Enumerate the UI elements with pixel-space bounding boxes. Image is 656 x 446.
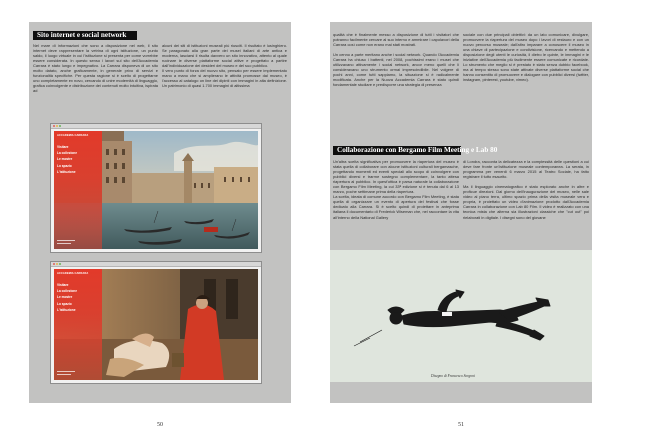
- close-dot-icon: [53, 263, 55, 265]
- browser-toolbar: [51, 262, 261, 267]
- website-screenshot-venice: [50, 123, 262, 253]
- maximize-dot-icon: [59, 125, 61, 127]
- right-mid-column-1: Un'altra scelta significativa per promuovere la riapertura del museo è stata quella di collaborare con alcune istituzioni culturali bergamasche, progettando momenti ed eventi speciali allo scopo di coinvolgere con pubblici diversi e trarrne sostegno complementare, la tanto attesa riapertura al pubblico. In quest'ottica è parsa naturale la collaborazione con Bergamo Film Meeting, la cui 33ª edizione si è tenuta dal 6 al 13 marzo, poche settimane prima della riapertura. La scelta, ideata di comune accordo con Bergamo Film Meeting, è stata quella di organizzare un evento di apertura del festival che fosse dedicato alla Carrara. Si è scelto quindi di proiettare in anteprima italiana il documentario di Frederick Wiseman che, nel raccontare la vita all'interno della National Gallery: [333, 159, 459, 220]
- site-menu-overlay: [54, 269, 102, 380]
- section-title-collaboration: Collaborazione con Bergamo Film Meeting e Lab 80: [333, 146, 461, 155]
- section-title-website: Sito internet e social network: [33, 31, 137, 40]
- minimize-dot-icon: [56, 125, 58, 127]
- left-column-1: Nel mare di informazioni che sono a disposizione nel web, il sito internet deve rappresentare la vetrina di ogni istituzione, un punto saldo, il luogo virtuale in cui l'istituzione si presenta per come vorrebbe essere considerata. In questo senso i lavori sul sito dell'Accademia Carrara è stato lungo e impegnativo. La Carrara disponeva di un sito molto datato, anche graficamente, in generale privo di servizi e funzionalità specifiche. Per questa ragione si è scelto di progettarne uno completamente ex novo, cercando di unire modernità di linguaggio, grafica coinvolgente e distribuzione dei contenuti molto intuitiva, ispirata ad: [33, 43, 158, 94]
- illustration-drawing: [330, 250, 592, 382]
- menu-divider: [57, 243, 71, 244]
- right-top-column-1: qualità che è finalmente messo a disposizione di tutti i visitatori che potranno facilmente cercare al suo interno e ammirare i capolavori della Carrara così come non erano mai stati mostrati. Un cenno a parte meritano anche i social network. Quando l'Accademia Carrara ha chiuso i battenti, nel 2008, pochissimi erano i musei che utilizzavano attivamente i social network, ancor meno quelli che li consideravano uno strumento ormai imprescindibile. Nel volgere di pochi anni, come tutti sappiamo, la situazione si è radicalmente modificata. Anche per la Nuova Accademia Carrara è stato quindi fondamentale studiare e predisporre una strategia di presenza: [333, 32, 459, 88]
- right-top-column-2: sociale con due principali obiettivi: da un lato comunicare, divulgare, promuovere la riapertura del museo dopo i lavori di restauro e con un nuovo percorso museale; dall'altro imparare a conoscere il museo in una chiave di partecipazione e condivisione, ricercando e mettendo a disposizione degli utenti le curiosità, il dietro le quinte, le immagini e le iniziative dell'Accademia più facilmente essere comunicate e ricordate. Lo strumento che meglio si è prestato è stato senza dubbio facebook, ma al tempo stesso sono state attivate diverse piattaforme social che hanno consentito di promuovere e dialogare con pubblici diversi (twitter, instagram, pinterest, youtube, vimeo).: [463, 32, 589, 83]
- menu-item-istituzione[interactable]: L'istituzione: [57, 307, 76, 312]
- illustration-caption: Disegno di Francesco Sorgoni: [431, 374, 475, 378]
- menu-divider: [57, 374, 71, 375]
- menu-item-visitare[interactable]: Visitare: [57, 145, 69, 149]
- browser-toolbar: [51, 124, 261, 129]
- right-page: [330, 22, 592, 428]
- close-dot-icon: [53, 125, 55, 127]
- website-screenshot-figure: [50, 261, 262, 384]
- website-view: [54, 131, 258, 249]
- site-menu-overlay: [54, 131, 102, 249]
- left-column-2: alcuni dei siti di istituzioni museali più riusciti. Il risultato è lusinghiero. Se paragonato alla gran parte dei musei italiani di arte antica e moderna, lasciarsi il risulta davvero un sito innovativo, attento al quale rucinare le diverse piattaforme social attive e progettato a partire dall'individuazione dei desideri del museo e del suo pubblico. Il vero punto di forza del nuovo sito, pensato per essere implementato mano a mano che si amplierano le attività promosse dal museo, è l'accesso al catalogo on line dei dipinti con immagini in alta definizione. Un patrimonio di quasi 1.700 immagini di altissima: [162, 43, 287, 89]
- page-number-right: 51: [458, 422, 464, 428]
- right-mid-column-2: di Londra, racconta la delicatezza e la complessità delle questioni a cui deve fare fronte un'istituzione museale contemporanea. La serata, in programma per venerdì 6 marzo 2015 al Teatro Sociale, ha fatto registrare il tutto esaurito. Ma il linguaggio cinematografico è stato esplorato anche in altre e proficue direzioni. Dal giorno dell'inaugurazione del museo, nelle sale video al piano terra, ultimo spazio prima della visita museale vera e propria, è proiettato un video d'animazione prodotto dall'Accademia Carrara in collaborazione con Lab 80 Film. Il video è realizzato con una tecnica mista che alterna sia illustrazioni classiche che "cut out" poi rielaborati in digitale. I disegni sono del giovane: [463, 159, 589, 220]
- menu-item-mostre[interactable]: Le mostre: [57, 157, 73, 162]
- site-brand: ACCADEMIA CARRARA: [57, 134, 89, 137]
- minimize-dot-icon: [56, 263, 58, 265]
- menu-item-spazio[interactable]: Lo spazio: [57, 163, 72, 168]
- menu-divider: [57, 371, 75, 372]
- menu-item-istituzione[interactable]: L'istituzione: [57, 169, 76, 174]
- left-page: [29, 22, 291, 428]
- page-number-left: 50: [157, 422, 163, 428]
- menu-item-visitare[interactable]: Visitare: [57, 283, 69, 287]
- menu-item-spazio[interactable]: Lo spazio: [57, 301, 72, 306]
- menu-item-collezione[interactable]: La collezione: [57, 151, 78, 156]
- maximize-dot-icon: [59, 263, 61, 265]
- menu-divider: [57, 240, 75, 241]
- site-brand: ACCADEMIA CARRARA: [57, 272, 89, 275]
- floating-man-illustration: [330, 250, 592, 382]
- menu-item-collezione[interactable]: La collezione: [57, 289, 78, 294]
- website-view: [54, 269, 258, 380]
- menu-item-mostre[interactable]: Le mostre: [57, 295, 73, 300]
